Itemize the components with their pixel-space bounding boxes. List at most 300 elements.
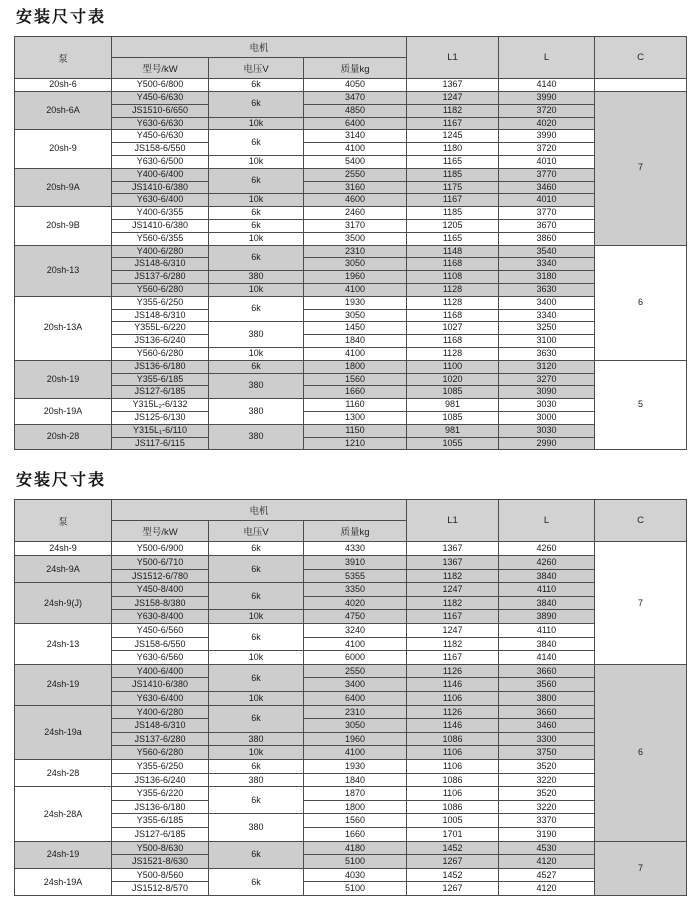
mass-cell: 3500 (304, 232, 407, 245)
l-cell: 4010 (499, 155, 595, 168)
table-row (15, 882, 687, 896)
l-cell: 3840 (499, 569, 595, 583)
mass-cell: 1930 (304, 759, 407, 773)
l1-cell: 1367 (407, 79, 499, 92)
mass-cell: 2310 (304, 705, 407, 719)
l1-cell: 1055 (407, 437, 499, 450)
voltage-cell: 6k (209, 583, 304, 610)
table-row (15, 207, 687, 220)
voltage-cell: 10k (209, 610, 304, 624)
header-model: 型号/kW (112, 58, 209, 79)
l-cell: 3560 (499, 678, 595, 692)
voltage-cell: 6k (209, 705, 304, 732)
l-cell: 4110 (499, 624, 595, 638)
table-row (15, 130, 687, 143)
l1-cell: 1452 (407, 868, 499, 882)
l-cell: 4260 (499, 542, 595, 556)
motor-model-cell: Y560-6/280 (112, 283, 209, 296)
header-voltage: 电压V (209, 521, 304, 542)
l-cell: 4120 (499, 882, 595, 896)
header-motor: 电机 (112, 37, 407, 58)
table-row (15, 542, 687, 556)
l-cell: 3100 (499, 335, 595, 348)
mass-cell: 4180 (304, 841, 407, 855)
l1-cell: 1175 (407, 181, 499, 194)
l1-cell: 1182 (407, 637, 499, 651)
l-cell: 3770 (499, 168, 595, 181)
l-cell: 3660 (499, 705, 595, 719)
pump-cell: 24sh-19A (15, 868, 112, 895)
l1-cell: 1185 (407, 207, 499, 220)
pump-cell: 20sh-6 (15, 79, 112, 92)
l1-cell: 1108 (407, 271, 499, 284)
voltage-cell: 10k (209, 117, 304, 130)
table-row (15, 245, 687, 258)
l-cell: 3990 (499, 130, 595, 143)
mass-cell: 3050 (304, 258, 407, 271)
table-row (15, 773, 687, 787)
l1-cell: 1128 (407, 283, 499, 296)
table-row (15, 219, 687, 232)
mass-cell: 4750 (304, 610, 407, 624)
motor-model-cell: Y630-6/630 (112, 117, 209, 130)
table-row (15, 437, 687, 450)
l-cell: 3720 (499, 143, 595, 156)
l1-cell: 1180 (407, 143, 499, 156)
table-row (15, 637, 687, 651)
header-pump: 泵 (15, 37, 112, 79)
motor-model-cell: Y315L₁-6/110 (112, 424, 209, 437)
header-l1: L1 (407, 500, 499, 542)
pump-cell: 24sh-13 (15, 624, 112, 665)
l1-cell: 1165 (407, 155, 499, 168)
table-row (15, 651, 687, 665)
table-row (15, 232, 687, 245)
table2-header (15, 500, 687, 542)
table-row (15, 411, 687, 424)
table-row (15, 91, 687, 104)
mass-cell: 5100 (304, 882, 407, 896)
l-cell: 3840 (499, 637, 595, 651)
table-row (15, 814, 687, 828)
header-c: C (595, 500, 687, 542)
mass-cell: 3170 (304, 219, 407, 232)
l1-cell: 1086 (407, 773, 499, 787)
table-row (15, 424, 687, 437)
voltage-cell: 6k (209, 787, 304, 814)
table-row (15, 143, 687, 156)
motor-model-cell: Y630-6/400 (112, 194, 209, 207)
motor-model-cell: JS1410-6/380 (112, 219, 209, 232)
mass-cell: 2460 (304, 207, 407, 220)
mass-cell: 1930 (304, 296, 407, 309)
l-cell: 3520 (499, 787, 595, 801)
table-row (15, 360, 687, 373)
motor-model-cell: JS136-6/240 (112, 773, 209, 787)
l-cell: 3630 (499, 283, 595, 296)
l-cell: 3860 (499, 232, 595, 245)
motor-model-cell: Y315L₂-6/132 (112, 399, 209, 412)
voltage-cell: 6k (209, 664, 304, 691)
mass-cell: 4850 (304, 104, 407, 117)
table-row (15, 841, 687, 855)
motor-model-cell: Y500-8/630 (112, 841, 209, 855)
mass-cell: 2310 (304, 245, 407, 258)
motor-model-cell: JS1512-8/570 (112, 882, 209, 896)
voltage-cell: 6k (209, 296, 304, 322)
voltage-cell: 10k (209, 347, 304, 360)
mass-cell: 2550 (304, 168, 407, 181)
l1-cell: 1106 (407, 787, 499, 801)
c-cell: 7 (595, 91, 687, 245)
l1-cell: 1167 (407, 651, 499, 665)
mass-cell: 5400 (304, 155, 407, 168)
table-row (15, 79, 687, 92)
mass-cell: 1300 (304, 411, 407, 424)
mass-cell: 4050 (304, 79, 407, 92)
motor-model-cell: Y630-6/560 (112, 651, 209, 665)
mass-cell: 1800 (304, 360, 407, 373)
motor-model-cell: JS148-6/310 (112, 719, 209, 733)
c-cell: 6 (595, 664, 687, 841)
motor-model-cell: Y450-6/560 (112, 624, 209, 638)
mass-cell: 3910 (304, 556, 407, 570)
voltage-cell: 6k (209, 245, 304, 271)
l-cell: 4010 (499, 194, 595, 207)
l-cell: 3270 (499, 373, 595, 386)
voltage-cell: 10k (209, 194, 304, 207)
motor-model-cell: JS1410-6/380 (112, 678, 209, 692)
l1-cell: 1167 (407, 610, 499, 624)
mass-cell: 1840 (304, 335, 407, 348)
mass-cell: 3350 (304, 583, 407, 597)
mass-cell: 1210 (304, 437, 407, 450)
motor-model-cell: Y355-6/220 (112, 787, 209, 801)
voltage-cell: 380 (209, 732, 304, 746)
mass-cell: 4100 (304, 746, 407, 760)
table-row (15, 194, 687, 207)
table-row (15, 347, 687, 360)
l-cell: 3030 (499, 424, 595, 437)
l-cell: 3990 (499, 91, 595, 104)
table-row (15, 373, 687, 386)
l1-cell: 1182 (407, 569, 499, 583)
l1-cell: 1165 (407, 232, 499, 245)
l-cell: 3000 (499, 411, 595, 424)
motor-model-cell: JS1510-6/650 (112, 104, 209, 117)
motor-model-cell: Y355-6/250 (112, 296, 209, 309)
l1-cell: 1128 (407, 296, 499, 309)
l-cell: 3770 (499, 207, 595, 220)
motor-model-cell: JS158-8/380 (112, 596, 209, 610)
header-l1: L1 (407, 37, 499, 79)
motor-model-cell: JS136-6/180 (112, 360, 209, 373)
table-row (15, 827, 687, 841)
motor-model-cell: Y355-6/185 (112, 373, 209, 386)
l-cell: 3370 (499, 814, 595, 828)
pump-cell: 20sh-28 (15, 424, 112, 450)
table-row (15, 283, 687, 296)
l1-cell: 1168 (407, 258, 499, 271)
mass-cell: 4600 (304, 194, 407, 207)
pump-cell: 20sh-19A (15, 399, 112, 425)
pump-cell: 20sh-13A (15, 296, 112, 360)
motor-model-cell: Y500-6/800 (112, 79, 209, 92)
table-row (15, 335, 687, 348)
table-row (15, 117, 687, 130)
mass-cell: 1450 (304, 322, 407, 335)
l-cell: 3460 (499, 181, 595, 194)
l-cell: 3340 (499, 309, 595, 322)
pump-cell: 24sh-19 (15, 841, 112, 868)
voltage-cell: 10k (209, 692, 304, 706)
voltage-cell: 6k (209, 759, 304, 773)
mass-cell: 6400 (304, 692, 407, 706)
header-voltage: 电压V (209, 58, 304, 79)
header-mass: 质量kg (304, 58, 407, 79)
mass-cell: 4100 (304, 283, 407, 296)
l-cell: 3750 (499, 746, 595, 760)
l-cell: 3840 (499, 596, 595, 610)
motor-model-cell: Y400-6/280 (112, 705, 209, 719)
motor-model-cell: Y500-8/560 (112, 868, 209, 882)
table-row (15, 322, 687, 335)
l1-cell: 1182 (407, 104, 499, 117)
l1-cell: 1367 (407, 556, 499, 570)
voltage-cell: 380 (209, 271, 304, 284)
l1-cell: 1167 (407, 117, 499, 130)
voltage-cell: 6k (209, 360, 304, 373)
table-row (15, 569, 687, 583)
c-cell: 5 (595, 360, 687, 450)
voltage-cell: 6k (209, 624, 304, 651)
l1-cell: 1245 (407, 130, 499, 143)
dimension-table-20sh (14, 36, 687, 450)
mass-cell: 4100 (304, 347, 407, 360)
motor-model-cell: Y630-6/500 (112, 155, 209, 168)
voltage-cell: 6k (209, 79, 304, 92)
l-cell: 3340 (499, 258, 595, 271)
voltage-cell: 6k (209, 542, 304, 556)
table-row (15, 181, 687, 194)
l-cell: 3400 (499, 296, 595, 309)
motor-model-cell: Y500-6/900 (112, 542, 209, 556)
table-row (15, 800, 687, 814)
l1-cell: 1452 (407, 841, 499, 855)
motor-model-cell: Y355-6/185 (112, 814, 209, 828)
motor-model-cell: JS1410-6/380 (112, 181, 209, 194)
motor-model-cell: JS136-6/180 (112, 800, 209, 814)
voltage-cell: 6k (209, 91, 304, 117)
l-cell: 3190 (499, 827, 595, 841)
voltage-cell: 380 (209, 424, 304, 450)
voltage-cell: 10k (209, 155, 304, 168)
header-pump: 泵 (15, 500, 112, 542)
l1-cell: 1126 (407, 664, 499, 678)
voltage-cell: 380 (209, 814, 304, 841)
mass-cell: 1660 (304, 827, 407, 841)
mass-cell: 4030 (304, 868, 407, 882)
l-cell: 3090 (499, 386, 595, 399)
l-cell: 3120 (499, 360, 595, 373)
motor-model-cell: JS117-6/115 (112, 437, 209, 450)
table-row (15, 168, 687, 181)
l-cell: 4140 (499, 651, 595, 665)
l-cell: 3890 (499, 610, 595, 624)
l-cell: 4527 (499, 868, 595, 882)
table-row (15, 855, 687, 869)
table-row (15, 583, 687, 597)
motor-model-cell: Y630-8/400 (112, 610, 209, 624)
l1-cell: 1167 (407, 194, 499, 207)
l-cell: 4120 (499, 855, 595, 869)
mass-cell: 3470 (304, 91, 407, 104)
motor-model-cell: Y560-6/280 (112, 746, 209, 760)
l1-cell: 1146 (407, 719, 499, 733)
motor-model-cell: Y400-6/355 (112, 207, 209, 220)
mass-cell: 1840 (304, 773, 407, 787)
header-c: C (595, 37, 687, 79)
motor-model-cell: Y450-6/630 (112, 91, 209, 104)
motor-model-cell: JS136-6/240 (112, 335, 209, 348)
l-cell: 3300 (499, 732, 595, 746)
voltage-cell: 380 (209, 322, 304, 348)
pump-cell: 24sh-28A (15, 787, 112, 841)
l1-cell: 1168 (407, 309, 499, 322)
l1-cell: 1182 (407, 596, 499, 610)
table-row (15, 664, 687, 678)
voltage-cell: 380 (209, 399, 304, 425)
l-cell: 3460 (499, 719, 595, 733)
table-row (15, 787, 687, 801)
mass-cell: 1560 (304, 373, 407, 386)
pump-cell: 20sh-9A (15, 168, 112, 206)
mass-cell: 1560 (304, 814, 407, 828)
mass-cell: 3140 (304, 130, 407, 143)
l-cell: 3030 (499, 399, 595, 412)
pump-cell: 24sh-19a (15, 705, 112, 759)
table-row (15, 624, 687, 638)
l1-cell: 1701 (407, 827, 499, 841)
l-cell: 3720 (499, 104, 595, 117)
voltage-cell: 10k (209, 232, 304, 245)
mass-cell: 5100 (304, 855, 407, 869)
l-cell: 3250 (499, 322, 595, 335)
voltage-cell: 6k (209, 168, 304, 194)
l1-cell: 1085 (407, 386, 499, 399)
pump-cell: 20sh-9 (15, 130, 112, 168)
table-row (15, 296, 687, 309)
voltage-cell: 10k (209, 651, 304, 665)
c-cell (595, 79, 687, 92)
l1-cell: 1020 (407, 373, 499, 386)
l1-cell: 981 (407, 424, 499, 437)
l1-cell: 1086 (407, 800, 499, 814)
l1-cell: 1106 (407, 692, 499, 706)
table-row (15, 705, 687, 719)
l-cell: 3660 (499, 664, 595, 678)
l-cell: 3540 (499, 245, 595, 258)
voltage-cell: 6k (209, 556, 304, 583)
l1-cell: 1126 (407, 705, 499, 719)
motor-model-cell: JS137-6/280 (112, 732, 209, 746)
header-l: L (499, 37, 595, 79)
l-cell: 3520 (499, 759, 595, 773)
header-l: L (499, 500, 595, 542)
pump-cell: 20sh-19 (15, 360, 112, 398)
table-row (15, 271, 687, 284)
voltage-cell: 6k (209, 841, 304, 868)
mass-cell: 2550 (304, 664, 407, 678)
table1-title: 安装尺寸表 (16, 9, 107, 26)
voltage-cell: 6k (209, 130, 304, 156)
motor-model-cell: JS137-6/280 (112, 271, 209, 284)
mass-cell: 3160 (304, 181, 407, 194)
pump-cell: 24sh-9 (15, 542, 112, 556)
l1-cell: 1168 (407, 335, 499, 348)
l1-cell: 1106 (407, 759, 499, 773)
l1-cell: 981 (407, 399, 499, 412)
motor-model-cell: Y560-6/280 (112, 347, 209, 360)
motor-model-cell: JS148-6/310 (112, 258, 209, 271)
l1-cell: 1185 (407, 168, 499, 181)
l1-cell: 1267 (407, 855, 499, 869)
mass-cell: 1960 (304, 271, 407, 284)
motor-model-cell: Y450-6/630 (112, 130, 209, 143)
l-cell: 3220 (499, 800, 595, 814)
mass-cell: 3240 (304, 624, 407, 638)
motor-model-cell: Y560-6/355 (112, 232, 209, 245)
l1-cell: 1086 (407, 732, 499, 746)
table-row (15, 386, 687, 399)
table2-title: 安装尺寸表 (16, 472, 107, 490)
mass-cell: 4330 (304, 542, 407, 556)
table-row (15, 719, 687, 733)
l1-cell: 1100 (407, 360, 499, 373)
motor-model-cell: Y400-6/400 (112, 664, 209, 678)
table-row (15, 692, 687, 706)
l-cell: 4020 (499, 117, 595, 130)
pump-cell: 24sh-9(J) (15, 583, 112, 624)
mass-cell: 1960 (304, 732, 407, 746)
mass-cell: 3400 (304, 678, 407, 692)
mass-cell: 4020 (304, 596, 407, 610)
mass-cell: 3050 (304, 719, 407, 733)
motor-model-cell: JS158-6/550 (112, 637, 209, 651)
mass-cell: 6000 (304, 651, 407, 665)
mass-cell: 1800 (304, 800, 407, 814)
voltage-cell: 6k (209, 868, 304, 895)
l1-cell: 1267 (407, 882, 499, 896)
l-cell: 3180 (499, 271, 595, 284)
table-row (15, 596, 687, 610)
l1-cell: 1106 (407, 746, 499, 760)
l1-cell: 1205 (407, 219, 499, 232)
l1-cell: 1085 (407, 411, 499, 424)
mass-cell: 6400 (304, 117, 407, 130)
motor-model-cell: Y450-8/400 (112, 583, 209, 597)
voltage-cell: 380 (209, 373, 304, 399)
l1-cell: 1247 (407, 583, 499, 597)
l1-cell: 1148 (407, 245, 499, 258)
table-row (15, 868, 687, 882)
pump-cell: 20sh-9B (15, 207, 112, 245)
mass-cell: 1660 (304, 386, 407, 399)
table-row (15, 309, 687, 322)
motor-model-cell: JS1521-8/630 (112, 855, 209, 869)
voltage-cell: 6k (209, 207, 304, 220)
table-row (15, 678, 687, 692)
